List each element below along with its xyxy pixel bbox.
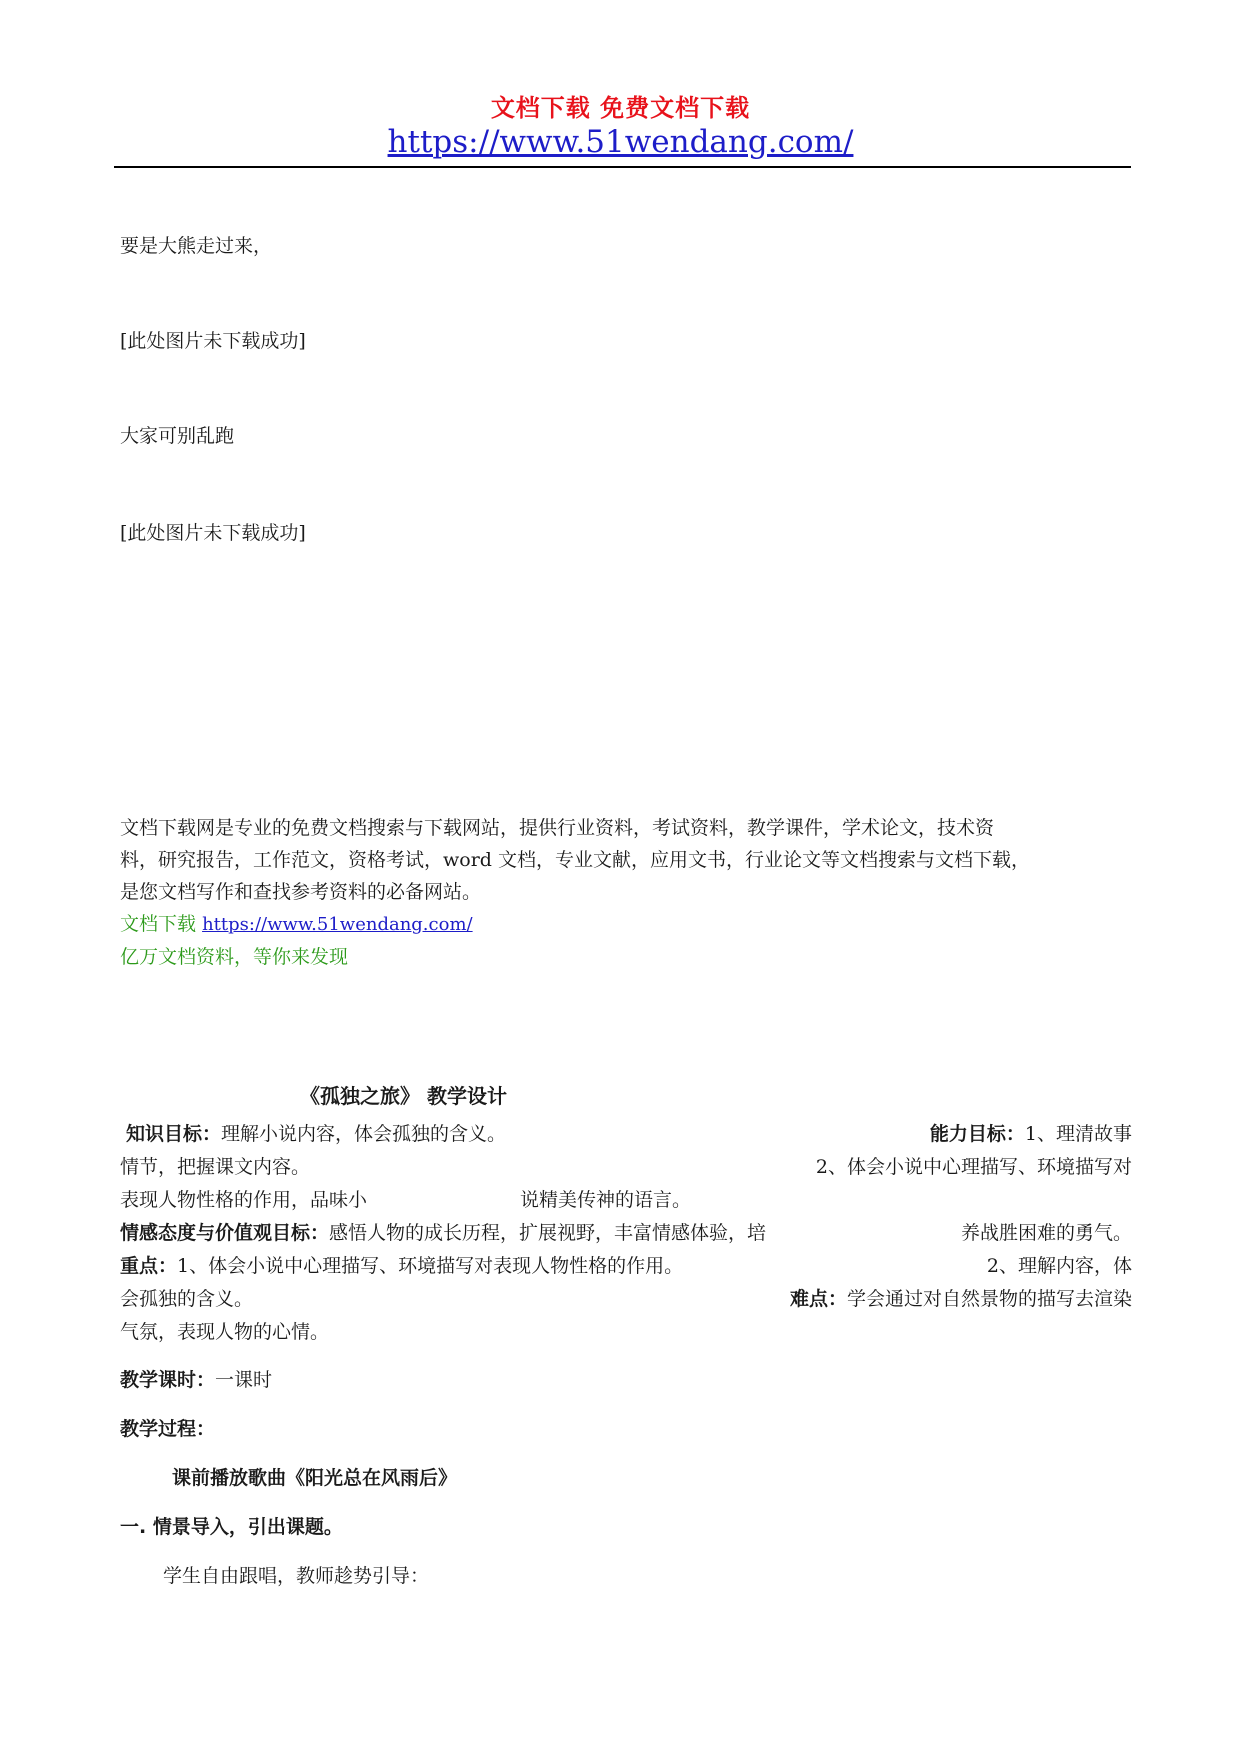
header-divider [114,166,1131,168]
ability-goal-text: 1、理清故事 [1024,1123,1132,1145]
key-point-row [120,1250,1132,1282]
image-missing-placeholder: [此处图片未下载成功] [120,330,306,352]
text-segment: 2、体会小说中心理描写、环境描写对 [815,1156,1132,1178]
text-segment: 会孤独的含义。 [120,1288,254,1310]
lesson-hours-label: 教学课时： [120,1369,216,1391]
objectives-row-1 [126,1118,1132,1150]
text-segment: 说精美传神的语言。 [520,1189,692,1211]
emotion-goal-row [120,1217,1132,1249]
ad-slogan: 亿万文档资料，等你来发现 [120,946,349,968]
difficulty-label: 难点： [789,1288,847,1310]
body-line-bear: 要是大熊走过来， [120,235,273,257]
header-url-link[interactable]: https://www.51wendang.com/ [387,124,854,160]
ad-line-1: 文档下载网是专业的免费文档搜索与下载网站，提供行业资料，考试资料，教学课件，学术论文，技术资 [120,817,995,839]
text-segment: 养战胜困难的勇气。 [960,1222,1132,1244]
ad-download-row [120,908,1132,941]
text-segment: 表现人物性格的作用，品味小 [120,1189,368,1211]
ad-paragraph [120,812,1132,973]
ad-line-2: 料，研究报告，工作范文，资格考试，word 文档，专业文献，应用文书，行业论文等文档搜索与文档下载， [120,849,1030,871]
lesson-hours [120,1364,272,1396]
section-1-heading: 一. 情景导入，引出课题。 [120,1516,343,1538]
objectives-row-3 [120,1184,691,1216]
emotion-goal-text: 感悟人物的成长历程，扩展视野，丰富情感体验，培 [329,1222,767,1244]
image-missing-placeholder: [此处图片未下载成功] [120,522,306,544]
ad-line-3: 是您文档写作和查找参考资料的必备网站。 [120,881,482,903]
lesson-hours-value: 一课时 [215,1369,273,1391]
section-1-text: 学生自由跟唱，教师趁势引导： [163,1565,430,1587]
emotion-goal-label: 情感态度与价值观目标： [120,1222,330,1244]
download-link[interactable]: https://www.51wendang.com/ [202,914,473,935]
difficulty-row [120,1283,1132,1315]
header-title: 文档下载 免费文档下载 [490,94,751,122]
lesson-title: 《孤独之旅》 教学设计 [300,1084,507,1108]
song-line: 课前播放歌曲《阳光总在风雨后》 [172,1467,458,1489]
key-point-label: 重点： [120,1255,178,1277]
objectives-row-2 [120,1151,1132,1183]
key-point-text: 1、体会小说中心理描写、环境描写对表现人物性格的作用。 [177,1255,684,1277]
text-segment: 2、理解内容，体 [986,1255,1132,1277]
difficulty-row-cont: 气氛，表现人物的心情。 [120,1321,330,1343]
download-label: 文档下载 [120,913,197,935]
process-heading: 教学过程： [120,1418,216,1440]
knowledge-goal-text: 理解小说内容，体会孤独的含义。 [221,1123,507,1145]
ability-goal-label: 能力目标： [929,1123,1025,1145]
body-line-run: 大家可别乱跑 [120,425,235,447]
text-segment: 情节，把握课文内容。 [120,1156,311,1178]
knowledge-goal-label: 知识目标： [126,1123,222,1145]
difficulty-text: 学会通过对自然景物的描写去渲染 [846,1288,1132,1310]
